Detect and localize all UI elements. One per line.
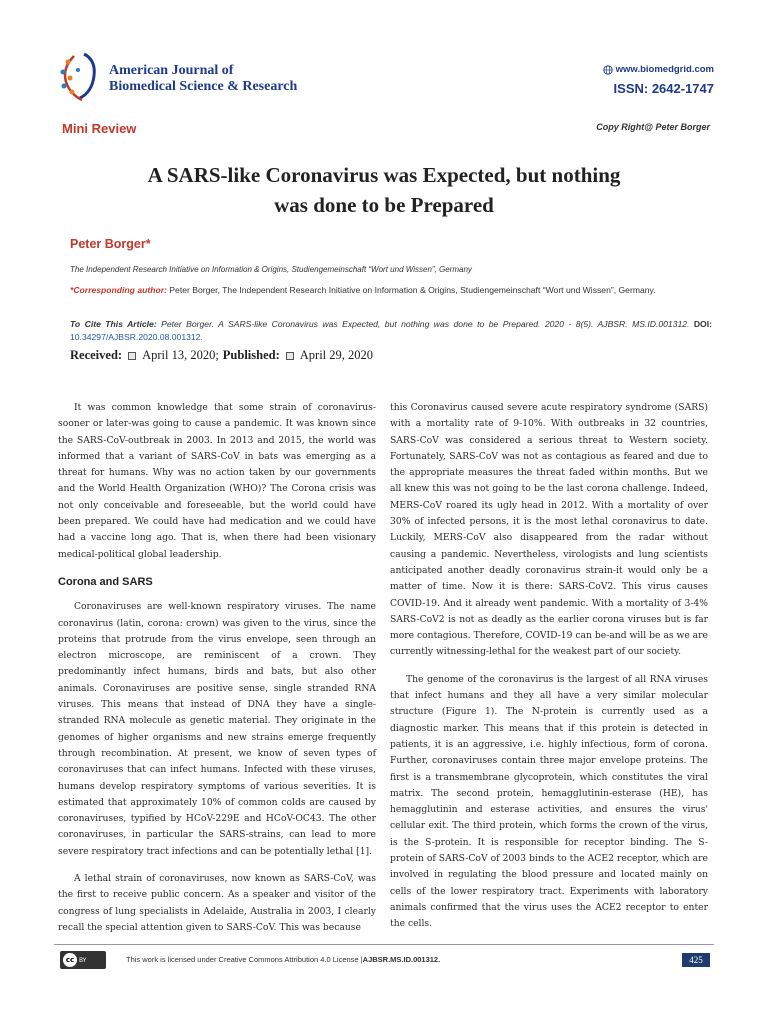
by-label: BY xyxy=(79,956,87,964)
paragraph: this Coronavirus caused severe acute respiratory syndrome (SARS) with a mortality rate of 9-10%. With outbreaks in 32 countries, SARS-CoV was considered a serious threat to Western society. Fortunately, SARS-CoV was not as contagious as feared and due to the appropriate measures the threat faded within months. But we all knew this was not going to be the last corona challenge. Indeed, MERS-CoV roared its ugly head in 2012. With a mortality of over 30% of infected persons, it is the most lethal coronavirus to date. Luckily, MERS-CoV also disappeared from the radar without causing a pandemic. Nevertheless, virologists and lung scientists anticipated another deadly coronavirus strain-it would only be a matter of time. Now it is there: SARS-CoV2. This virus causes COVID-19. And it already went pandemic. With a mortality of 3-4% SARS-CoV2 is not as deadly as the earlier corona viruses but is far more contagious. Therefore, COVID-19 can be-and will be as we are currently witnessing-lethal for the weakest part of our society. xyxy=(390,402,708,658)
paragraph: The genome of the coronavirus is the largest of all RNA viruses that infect humans and they all have a very similar molecular structure (Figure 1). The N-protein is currently used as a diagnostic marker. This means that if this protein is detected in patients, it is an aggressive, i.e. highly infectious, form of corona. Further, coronaviruses contain three major envelope proteins. The first is a transmembrane glycoprotein, which constitutes the viral matrix. The second protein, hemagglutinin-esterase (HE), has hemagglutinin and esterase activities, and ensures the virus' cellular exit. The third protein, which forms the crown of the virus, is the S-protein. It is responsible for receptor binding. The S-protein of SARS-CoV of 2003 binds to the ACE2 receptor, which are involved in regulating the blood pressure and located mainly on cells of the lower respiratory tract. Experiments with laboratory animals confirmed that the virus uses the ACE2 receptor to enter the cells. xyxy=(390,673,708,930)
article-type: Mini Review xyxy=(62,121,137,136)
body-column-left xyxy=(58,400,376,947)
author-name: Peter Borger* xyxy=(70,237,151,251)
issn: ISSN: 2642-1747 xyxy=(613,81,714,96)
globe-icon xyxy=(603,65,613,75)
cc-license-icon[interactable] xyxy=(60,951,106,969)
title-line2: was done to be Prepared xyxy=(274,193,494,217)
journal-name-line1: American Journal of xyxy=(109,63,234,78)
license-statement: This work is licensed under Creative Commons Attribution 4.0 License xyxy=(126,955,361,964)
journal-logo-icon xyxy=(54,48,102,104)
citation-label: To Cite This Article: xyxy=(70,319,157,329)
received-label: Received: xyxy=(70,348,123,362)
body-column-right xyxy=(390,400,708,944)
journal-name-line2: Biomedical Science & Research xyxy=(109,79,298,94)
doi-label: DOI: xyxy=(689,319,712,329)
citation xyxy=(70,318,712,344)
calendar-icon xyxy=(128,352,136,360)
calendar-icon xyxy=(286,352,294,360)
corresponding-author-label: *Corresponding author: xyxy=(70,285,167,295)
paragraph: A lethal strain of coronaviruses, now known as SARS-CoV, was the first to receive public concern. As a speaker and visitor of the congress of lung specialists in Adelaide, Australia in 2003, I clearly recall the special attention given to SARS-CoV. This was because xyxy=(58,873,376,933)
doi-link[interactable]: 10.34297/AJBSR.2020.08.001312 xyxy=(70,332,201,342)
page-number: 425 xyxy=(682,953,710,967)
citation-text: Peter Borger. A SARS-like Coronavirus was Expected, but nothing was done to be Prepared. 2020 - 8(5). AJBSR. MS.ID.001312. xyxy=(156,319,690,329)
journal-header xyxy=(54,48,714,108)
published-label: Published: xyxy=(222,348,280,362)
corresponding-author-text: Peter Borger, The Independent Research Initiative on Information & Origins, Studiengemeinschaft “Wort und Wissen”, Germany. xyxy=(166,285,656,295)
license-text: This work is licensed under Creative Commons Attribution 4.0 License |AJBSR.MS.ID.001312. xyxy=(126,955,441,964)
website-link[interactable] xyxy=(603,64,714,75)
cc-label: cc xyxy=(63,953,77,967)
title-line1: A SARS-like Coronavirus was Expected, but nothing xyxy=(147,163,621,187)
website-url: www.biomedgrid.com xyxy=(615,64,714,75)
affiliation: The Independent Research Initiative on Information & Origins, Studiengemeinschaft “Wort und Wissen”, Germany xyxy=(70,265,472,274)
article-title xyxy=(60,160,708,220)
section-heading: Corona and SARS xyxy=(58,575,153,588)
paragraph: It was common knowledge that some strain of coronavirus-sooner or later-was going to cause a pandemic. It was known since the SARS-CoV-outbreak in 2003. In 2013 and 2015, the world was informed that a variant of SARS-CoV in bats was emerging as a threat for humans. Why was no action taken by our governments and the World Health Organization (WHO)? The Corona crisis was not only conceivable and foreseeable, but the world could have been prepared. We could have had medication and we could have had a vaccine long ago. That is, when there had been visionary medical-political global leadership. xyxy=(58,402,376,560)
corresponding-author xyxy=(70,284,712,297)
paragraph: Coronaviruses are well-known respiratory viruses. The name coronavirus (latin, corona: crown) was given to the virus, since the proteins that protrude from the virus envelope, seen through an electron microscope, are reminiscent of a crown. They predominantly infect humans, birds and bats, but also other animals. Coronaviruses are positive sense, single stranded RNA viruses. This means that instead of DNA they have a single-stranded RNA molecule as genetic material. They originate in the genomes of higher organisms and new strains emerge frequently through recombination. At present, we know of seven types of coronaviruses that can infect humans. Infected with these viruses, humans develop respiratory symptoms of various severities. It is estimated that approximately 10% of common colds are caused by coronaviruses, typified by HCoV-229E and HCoV-OC43. The other coronaviruses, in particular the SARS-strains, can lead to more severe respiratory tract infections and can be potentially lethal [1]. xyxy=(58,601,376,857)
license-id: AJBSR.MS.ID.001312. xyxy=(362,955,441,964)
journal-name xyxy=(109,63,297,95)
citation-end: . xyxy=(200,332,203,342)
copyright: Copy Right@ Peter Borger xyxy=(596,122,710,132)
received-date: April 13, 2020; xyxy=(142,348,219,362)
published-date: April 29, 2020 xyxy=(299,348,374,362)
footer-divider xyxy=(54,944,714,945)
article-dates xyxy=(70,348,373,363)
page-footer xyxy=(60,951,710,971)
